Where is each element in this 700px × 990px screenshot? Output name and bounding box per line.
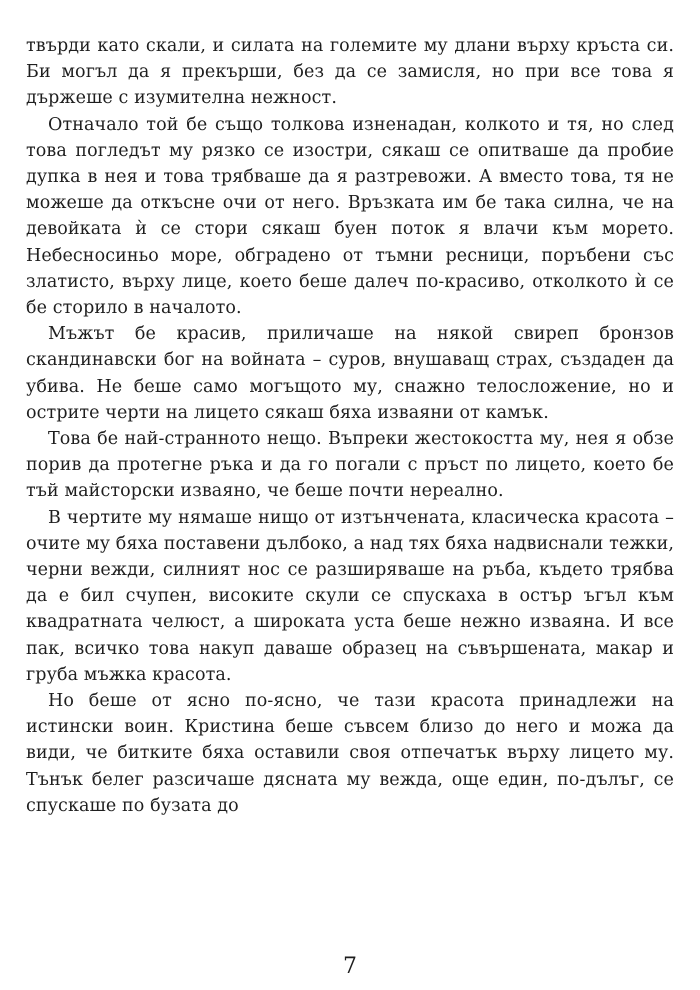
book-page [26, 0, 674, 990]
paragraph-6: Но беше от ясно по-ясно, че тази красота принадлежи на истински воин. Кристина беше съвсем близо до него и можа да види, че битките бяха оставили своя отпечатък върху лицето му. Тънък белег разсичаше дясната му вежда, още един, по-дълъг, се спускаше по бузата до [26, 691, 674, 816]
paragraph-1: твърди като скали, и силата на големите му длани върху кръста си. Би могъл да я прекърши, без да се замисля, но при все това я държеше с изумителна нежност. [26, 36, 674, 109]
page-number: 7 [343, 954, 357, 979]
paragraph-2: Отначало той бе също толкова изненадан, колкото и тя, но след това погледът му рязко се изостри, сякаш се опитваше да пробие дупка в нея и това трябваше да я разтревожи. А вместо това, тя не можеше да откъсне очи от него. Връзката им бе така силна, че на девойката ѝ се стори сякаш буен поток я влачи към морето. Небесносиньо море, обградено от тъмни ресници, поръбени със златисто, върху лице, което беше далеч по-красиво, отколкото ѝ се бе сторило в началото. [26, 114, 674, 319]
paragraph-3: Мъжът бе красив, приличаше на някой свиреп бронзов скандинавски бог на войната – суров, внушаващ страх, създаден да убива. Не беше само могъщото му, снажно телосложение, но и острите черти на лицето сякаш бяха изваяни от камък. [26, 324, 674, 423]
paragraph-5: В чертите му нямаше нищо от изтънчената, класическа красота – очите му бяха поставени дълбоко, а над тях бяха надвиснали тежки, черни вежди, силният нос се разширяваше на ръба, където трябва да е бил счупен, високите скули се спускаха в остър ъгъл към квадратната челюст, а широката уста беше нежно изваяна. И все пак, всичко това накуп даваше образец на съвършената, макар и груба мъжка красота. [26, 507, 674, 685]
body-text [26, 0, 674, 819]
paragraph-4: Това бе най-странното нещо. Въпреки жестокостта му, нея я обзе порив да протегне ръка и да го погали с пръст по лицето, което бе тъй майсторски изваяно, че беше почти нереално. [26, 429, 674, 502]
